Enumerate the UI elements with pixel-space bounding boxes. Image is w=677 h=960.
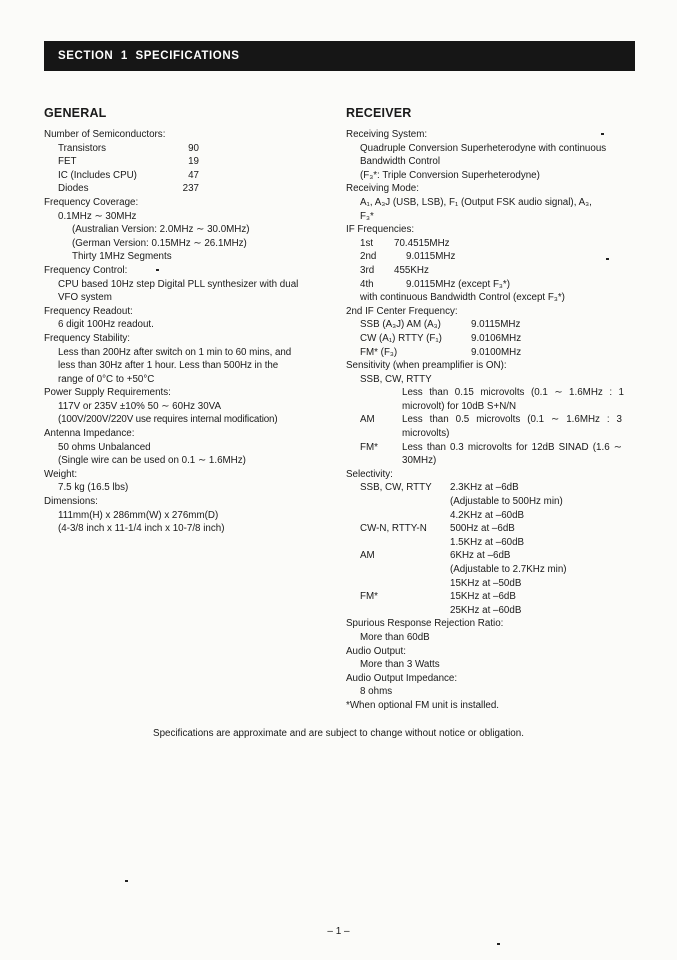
power-line: (100V/200V/220V use requires internal modification) bbox=[58, 414, 278, 426]
freq-control-line: VFO system bbox=[58, 292, 112, 304]
center-row bbox=[346, 332, 638, 346]
sensitivity-am-value: Less than 0.5 microvolts (0.1 ∼ 1.6MHz : 3 microvolts) bbox=[402, 414, 622, 440]
if-row bbox=[346, 250, 638, 264]
general-heading: GENERAL bbox=[44, 106, 107, 120]
sensitivity-fm-value: Less than 0.3 microvolts for 12dB SINAD (1.6 ∼ 30MHz) bbox=[402, 441, 622, 467]
if-name: 2nd bbox=[360, 251, 377, 263]
antenna-line: 50 ohms Unbalanced bbox=[58, 441, 151, 453]
scan-speck bbox=[125, 880, 128, 882]
freq-coverage-main: 0.1MHz ∼ 30MHz bbox=[58, 210, 137, 222]
stability-line: Less than 200Hz after switch on 1 min to 60 mins, and bbox=[58, 346, 292, 358]
receiving-system-line: (F₃*: Triple Conversion Superheterodyne) bbox=[360, 169, 540, 181]
receiving-system-line: Bandwidth Control bbox=[360, 156, 441, 168]
if-name: 4th bbox=[360, 278, 374, 290]
freq-coverage-australian: (Australian Version: 2.0MHz ∼ 30.0MHz) bbox=[72, 224, 250, 236]
semis-table bbox=[44, 142, 334, 196]
selectivity-value: (Adjustable to 500Hz min) bbox=[450, 496, 563, 508]
freq-control-label: Frequency Control: bbox=[44, 264, 128, 276]
readout-label: Frequency Readout: bbox=[44, 305, 133, 317]
selectivity-value: 500Hz at –6dB bbox=[450, 523, 515, 535]
semi-count: 47 bbox=[188, 169, 199, 181]
readout-value: 6 digit 100Hz readout. bbox=[58, 319, 154, 331]
center-frequency-label: 2nd IF Center Frequency: bbox=[346, 305, 458, 317]
scan-speck bbox=[601, 133, 604, 135]
dimensions-label: Dimensions: bbox=[44, 496, 98, 508]
if-value: 455KHz bbox=[394, 264, 429, 276]
if-name: 3rd bbox=[360, 264, 375, 276]
semi-row bbox=[44, 169, 334, 183]
freq-coverage-segments: Thirty 1MHz Segments bbox=[72, 251, 172, 263]
receiving-system-label: Receiving System: bbox=[346, 129, 428, 140]
section-title-banner bbox=[44, 41, 635, 71]
audio-output-value: More than 3 Watts bbox=[360, 659, 440, 671]
selectivity-values bbox=[450, 549, 567, 590]
semi-count: 237 bbox=[182, 183, 199, 195]
selectivity-values bbox=[450, 590, 521, 617]
if-row bbox=[346, 264, 638, 278]
if-value: 9.0115MHz (except F₃*) bbox=[406, 278, 510, 290]
selectivity-value: 1.5KHz at –60dB bbox=[450, 536, 525, 548]
semi-name: FET bbox=[58, 156, 77, 168]
selectivity-row bbox=[346, 590, 638, 617]
weight-label: Weight: bbox=[44, 468, 78, 480]
power-line: 117V or 235V ±10% 50 ∼ 60Hz 30VA bbox=[58, 400, 221, 412]
freq-coverage-german: (German Version: 0.15MHz ∼ 26.1MHz) bbox=[72, 237, 247, 249]
selectivity-row bbox=[346, 549, 638, 590]
antenna-line: (Single wire can be used on 0.1 ∼ 1.6MHz) bbox=[58, 455, 246, 467]
center-value: 9.0106MHz bbox=[471, 332, 522, 344]
selectivity-label: Selectivity: bbox=[346, 468, 393, 480]
receiver-column bbox=[346, 106, 638, 713]
receiving-mode-label: Receiving Mode: bbox=[346, 183, 419, 195]
if-frequencies-label: IF Frequencies: bbox=[346, 224, 415, 236]
selectivity-row bbox=[346, 522, 638, 549]
selectivity-value: 6KHz at –6dB bbox=[450, 550, 511, 562]
if-name: 1st bbox=[360, 237, 374, 249]
sensitivity-fm-row bbox=[346, 441, 638, 468]
sensitivity-ssb-value: Less than 0.15 microvolts (0.1 ∼ 1.6MHz : 1 microvolt) for 10dB S+N/N bbox=[402, 387, 624, 412]
spurious-label: Spurious Response Rejection Ratio: bbox=[346, 618, 504, 630]
selectivity-value: 25KHz at –60dB bbox=[450, 604, 522, 616]
dimensions-line: (4-3/8 inch x 11-1/4 inch x 10-7/8 inch) bbox=[58, 523, 225, 535]
audio-impedance-label: Audio Output Impedance: bbox=[346, 672, 458, 684]
selectivity-mode: AM bbox=[360, 550, 375, 562]
sensitivity-am-label: AM bbox=[360, 414, 375, 426]
center-row bbox=[346, 318, 638, 332]
if-value: 9.0115MHz bbox=[406, 251, 456, 263]
selectivity-row bbox=[346, 481, 638, 522]
freq-coverage-label: Frequency Coverage: bbox=[44, 196, 139, 208]
sensitivity-label: Sensitivity (when preamplifier is ON): bbox=[346, 360, 507, 372]
scan-speck bbox=[497, 943, 500, 945]
sensitivity-am-row bbox=[346, 413, 638, 440]
semi-count: 19 bbox=[188, 156, 199, 168]
antenna-label: Antenna Impedance: bbox=[44, 428, 135, 440]
center-name: SSB (A₃J) AM (A₃) bbox=[360, 319, 441, 331]
if-value: 70.4515MHz bbox=[394, 237, 450, 249]
if-note: with continuous Bandwidth Control (except F₃*) bbox=[360, 292, 565, 304]
sensitivity-ssb-label: SSB, CW, RTTY bbox=[360, 373, 432, 385]
receiving-system-line: Quadruple Conversion Superheterodyne with continuous bbox=[360, 142, 607, 154]
power-label: Power Supply Requirements: bbox=[44, 387, 171, 399]
section-title: SECTION 1 SPECIFICATIONS bbox=[58, 50, 240, 62]
specifications-disclaimer: Specifications are approximate and are subject to change without notice or obligation. bbox=[153, 728, 524, 739]
dimensions-line: 111mm(H) x 286mm(W) x 276mm(D) bbox=[58, 509, 219, 521]
semi-name: Transistors bbox=[58, 142, 107, 154]
semi-row bbox=[44, 182, 334, 196]
center-row bbox=[346, 346, 638, 360]
selectivity-value: 4.2KHz at –60dB bbox=[450, 509, 525, 521]
selectivity-mode: SSB, CW, RTTY bbox=[360, 482, 432, 494]
semi-row bbox=[44, 142, 334, 156]
semi-name: Diodes bbox=[58, 183, 89, 195]
selectivity-mode: CW-N, RTTY-N bbox=[360, 523, 427, 535]
page-number: – 1 – bbox=[327, 926, 350, 937]
receiving-mode-line: A₁, A₃J (USB, LSB), F₁ (Output FSK audio signal), A₃, bbox=[360, 196, 592, 208]
weight-value: 7.5 kg (16.5 lbs) bbox=[58, 482, 129, 494]
selectivity-value: 2.3KHz at –6dB bbox=[450, 482, 519, 494]
center-name: FM* (F₃) bbox=[360, 346, 398, 358]
selectivity-value: 15KHz at –6dB bbox=[450, 591, 516, 603]
stability-line: less than 30Hz after 1 hour. Less than 500Hz in the bbox=[58, 360, 279, 372]
receiver-heading: RECEIVER bbox=[346, 106, 412, 120]
scan-speck bbox=[156, 269, 159, 271]
scan-speck bbox=[606, 258, 609, 260]
semi-count: 90 bbox=[188, 142, 199, 154]
stability-line: range of 0°C to +50°C bbox=[58, 373, 155, 385]
semis-label: Number of Semiconductors: bbox=[44, 129, 166, 140]
stability-label: Frequency Stability: bbox=[44, 332, 131, 344]
semi-row bbox=[44, 155, 334, 169]
center-value: 9.0115MHz bbox=[471, 319, 521, 331]
general-column bbox=[44, 106, 334, 536]
selectivity-values bbox=[450, 481, 563, 522]
fm-unit-note: *When optional FM unit is installed. bbox=[346, 699, 500, 711]
selectivity-value: (Adjustable to 2.7KHz min) bbox=[450, 564, 567, 575]
selectivity-values bbox=[450, 522, 524, 549]
sensitivity-fm-label: FM* bbox=[360, 441, 378, 453]
audio-impedance-value: 8 ohms bbox=[360, 686, 393, 698]
selectivity-value: 15KHz at –50dB bbox=[450, 577, 522, 589]
freq-control-line: CPU based 10Hz step Digital PLL synthesizer with dual bbox=[58, 278, 299, 290]
if-row bbox=[346, 278, 638, 292]
center-value: 9.0100MHz bbox=[471, 346, 522, 358]
selectivity-mode: FM* bbox=[360, 591, 378, 603]
semi-name: IC (Includes CPU) bbox=[58, 169, 137, 181]
spurious-value: More than 60dB bbox=[360, 631, 430, 643]
center-name: CW (A₁) RTTY (F₁) bbox=[360, 332, 442, 344]
if-row bbox=[346, 237, 638, 251]
receiving-mode-line: F₃* bbox=[360, 210, 374, 222]
audio-output-label: Audio Output: bbox=[346, 645, 406, 657]
